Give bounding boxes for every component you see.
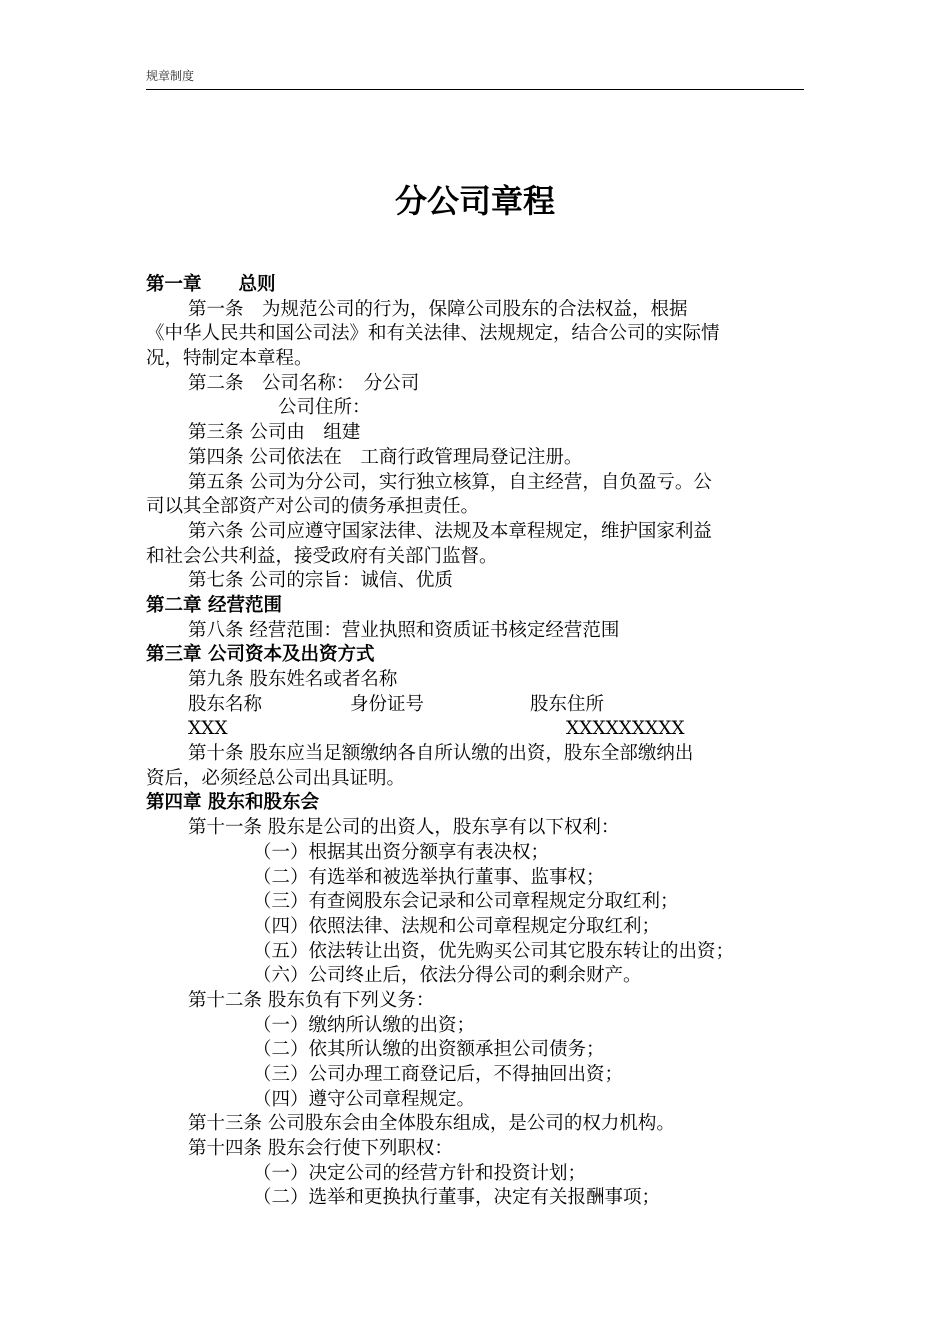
table-cell: XXXXXXXXX [566, 718, 685, 740]
article-line: 公司住所： [278, 397, 371, 419]
article-line: 《中华人民共和国公司法》和有关法律、法规规定，结合公司的实际情 [146, 323, 720, 345]
article-line: 第十一条 股东是公司的出资人，股东享有以下权利： [188, 817, 620, 839]
article-line: 第九条 股东姓名或者名称 [188, 669, 398, 690]
article-line: 第六条 公司应遵守国家法律、法规及本章程规定，维护国家利益 [188, 520, 712, 542]
list-item: （一）缴纳所认缴的出资； [253, 1014, 476, 1036]
article-line: 第五条 公司为分公司，实行独立核算，自主经营，自负盈亏。公 [188, 471, 712, 493]
article-line: 第十四条 股东会行使下列职权： [188, 1138, 453, 1160]
page-header: 规章制度 [146, 69, 195, 83]
article-line: 第四条 公司依法在 工商行政管理局登记注册。 [188, 446, 583, 468]
list-item: （二）依其所认缴的出资额承担公司债务； [253, 1039, 605, 1061]
chapter-heading: 第一章 总则 [146, 274, 276, 295]
article-line: 第一条 为规范公司的行为，保障公司股东的合法权益，根据 [188, 298, 688, 320]
article-line: 第十三条 公司股东会由全体股东组成，是公司的权力机构。 [188, 1113, 675, 1135]
list-item: （四）遵守公司章程规定。 [253, 1088, 476, 1110]
article-line: 第七条 公司的宗旨：诚信、优质 [188, 570, 453, 592]
document-title: 分公司章程 [394, 182, 555, 220]
article-line: 第八条 经营范围：营业执照和资质证书核定经营范围 [188, 619, 620, 641]
article-line: 第十二条 股东负有下列义务： [188, 989, 435, 1011]
header-divider [146, 89, 804, 90]
article-line: 司以其全部资产对公司的债务承担责任。 [146, 496, 480, 518]
article-line: 况，特制定本章程。 [146, 348, 313, 370]
document-body [146, 273, 808, 1211]
table-header-cell: 股东住所 [530, 693, 605, 715]
list-item: （五）依法转让出资，优先购买公司其它股东转让的出资； [253, 940, 735, 962]
list-item: （一）决定公司的经营方针和投资计划； [253, 1162, 587, 1184]
chapter-heading: 第四章 股东和股东会 [146, 792, 319, 814]
list-item: （四）依照法律、法规和公司章程规定分取红利； [253, 915, 661, 937]
article-line: 第二条 公司名称： 分公司 [188, 372, 420, 394]
list-item: （一）根据其出资分额享有表决权； [253, 841, 550, 863]
chapter-heading: 第二章 经营范围 [146, 594, 282, 616]
list-item: （六）公司终止后，依法分得公司的剩余财产。 [253, 965, 642, 987]
article-line: 资后，必须经总公司出具证明。 [146, 767, 406, 789]
table-header-cell: 身份证号 [350, 693, 425, 715]
list-item: （三）有查阅股东会记录和公司章程规定分取红利； [253, 891, 679, 913]
table-cell: XXX [188, 718, 228, 740]
article-line: 和社会公共利益，接受政府有关部门监督。 [146, 545, 498, 567]
list-item: （二）选举和更换执行董事，决定有关报酬事项； [253, 1187, 661, 1209]
list-item: （二）有选举和被选举执行董事、监事权； [253, 866, 605, 888]
table-header-cell: 股东名称 [188, 693, 263, 715]
shareholder-table-row [146, 717, 808, 742]
list-item: （三）公司办理工商登记后，不得抽回出资； [253, 1064, 624, 1085]
chapter-heading: 第三章 公司资本及出资方式 [146, 644, 375, 666]
article-line: 第十条 股东应当足额缴纳各自所认缴的出资，股东全部缴纳出 [188, 743, 694, 765]
article-line: 第三条 公司由 组建 [188, 422, 361, 444]
shareholder-table-header [146, 693, 808, 718]
